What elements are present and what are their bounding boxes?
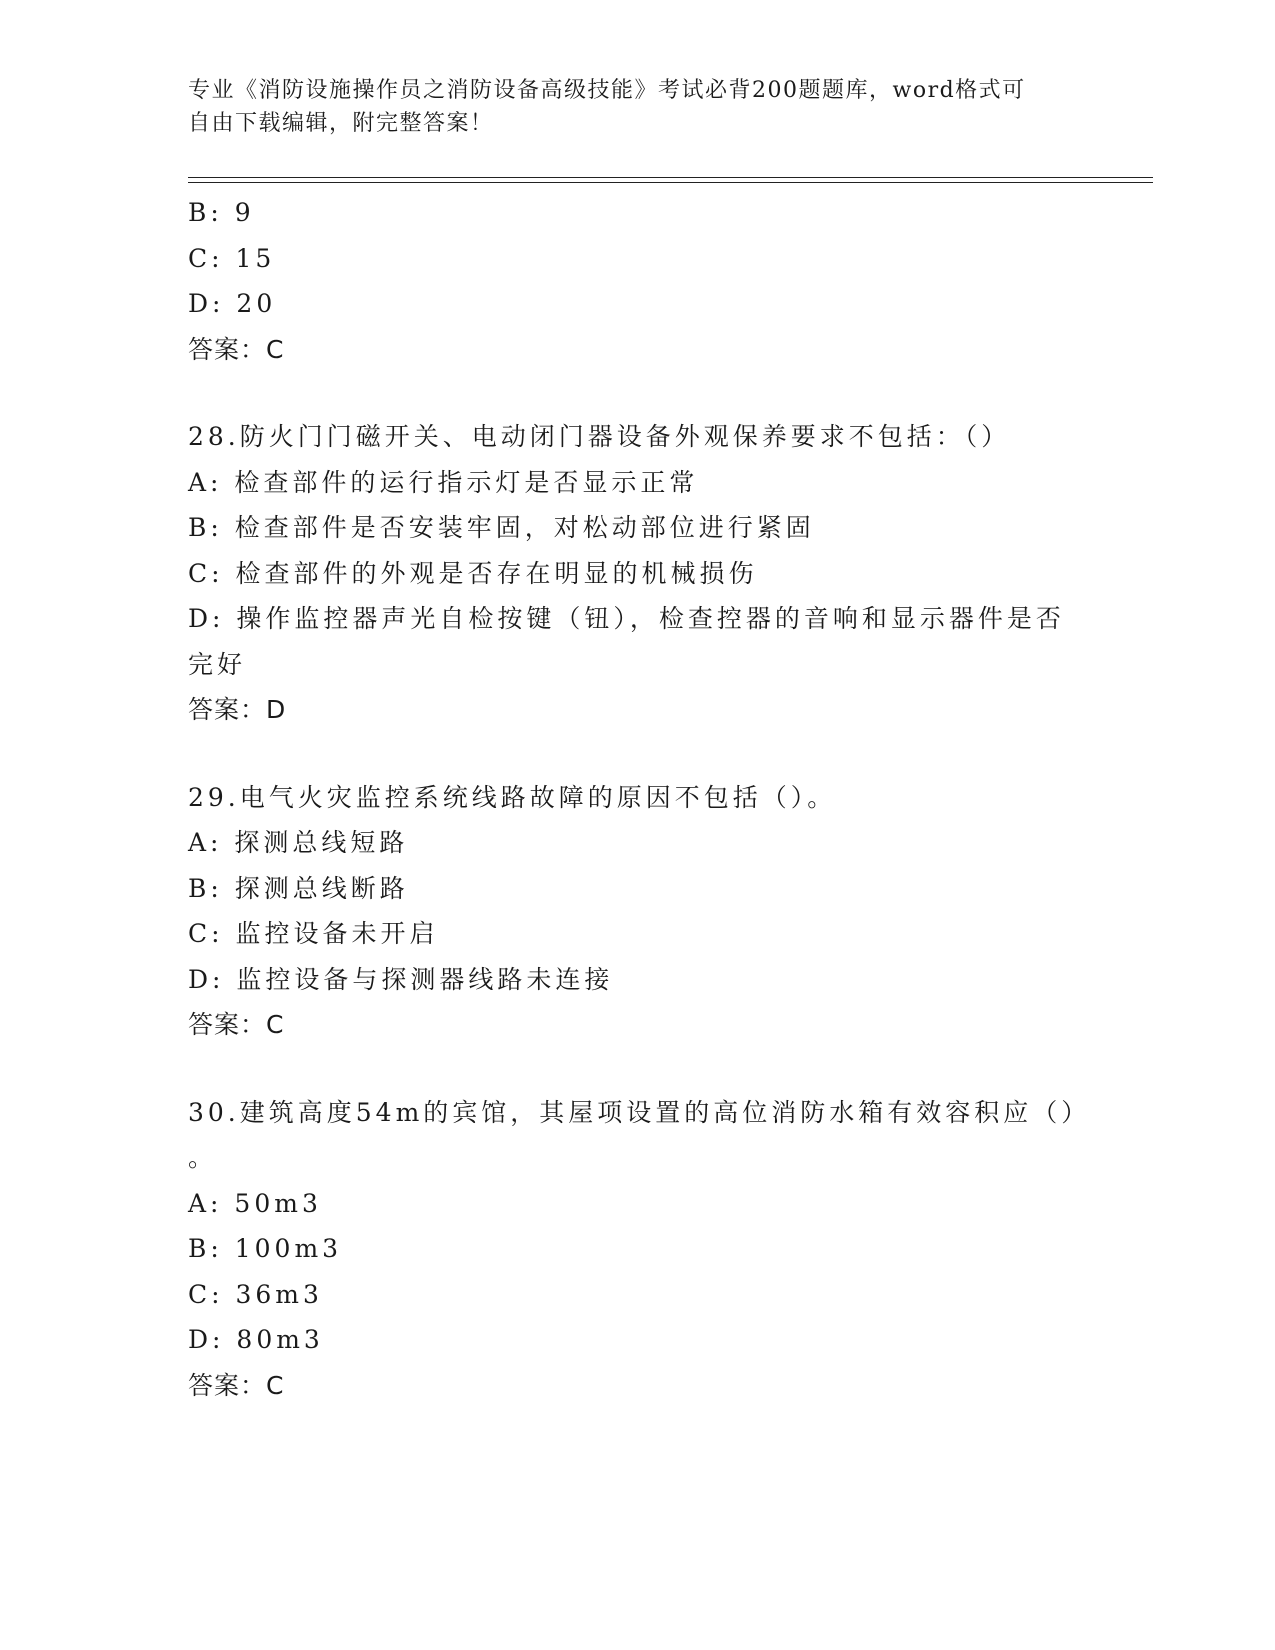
document-header: [188, 74, 1088, 140]
option-d: D: 80m3: [188, 1325, 324, 1354]
question-28: [188, 414, 1088, 733]
header-divider-bottom: [188, 182, 1153, 183]
answer: 答案：C: [188, 334, 285, 364]
option-d: D: 20: [188, 289, 277, 318]
spacer: [188, 372, 1088, 414]
option-b: B: 9: [188, 198, 255, 227]
answer: 答案：C: [188, 1010, 285, 1039]
question-list: [188, 190, 1091, 1408]
option-d: D: 监控设备与探测器线路未连接: [188, 964, 614, 994]
spacer: [188, 733, 1088, 775]
question-stem: 28.防火门门磁开关、电动闭门器设备外观保养要求不包括：（）: [188, 422, 1011, 451]
option-c: C: 检查部件的外观是否存在明显的机械损伤: [188, 558, 758, 588]
question-stem: 30.建筑高度54m的宾馆，其屋项设置的高位消防水箱有效容积应（）: [188, 1097, 1091, 1127]
option-c: C: 监控设备未开启: [188, 919, 439, 948]
option-a: A: 50m3: [188, 1188, 322, 1218]
question-29: [188, 775, 1088, 1048]
option-b: B: 100m3: [188, 1234, 343, 1263]
option-c: C: 36m3: [188, 1279, 323, 1309]
question-stem-continuation: 。: [188, 1143, 218, 1172]
header-title-line-1: 专业《消防设施操作员之消防设备高级技能》考试必背200题题库，word格式可: [188, 78, 1026, 103]
option-c: C: 15: [188, 243, 276, 273]
option-a: A: 探测总线短路: [188, 828, 409, 857]
option-b: B: 探测总线断路: [188, 873, 409, 903]
question-30: [188, 1090, 1091, 1409]
option-a: A: 检查部件的运行指示灯是否显示正常: [188, 467, 699, 497]
option-b: B: 检查部件是否安装牢固，对松动部位进行紧固: [188, 513, 815, 542]
question-stem: 29.电气火灾监控系统线路故障的原因不包括（）。: [188, 782, 837, 812]
question-27-continuation: [188, 190, 1088, 372]
header-divider-top: [188, 177, 1153, 178]
header-title-line-2: 自由下载编辑，附完整答案！: [188, 111, 494, 136]
option-d: D: 操作监控器声光自检按键（钮），检查控器的音响和显示器件是否: [188, 604, 1065, 633]
answer: 答案：C: [188, 1370, 285, 1400]
option-d-continuation: 完好: [188, 649, 247, 679]
spacer: [188, 1048, 1088, 1090]
answer: 答案：D: [188, 695, 287, 724]
